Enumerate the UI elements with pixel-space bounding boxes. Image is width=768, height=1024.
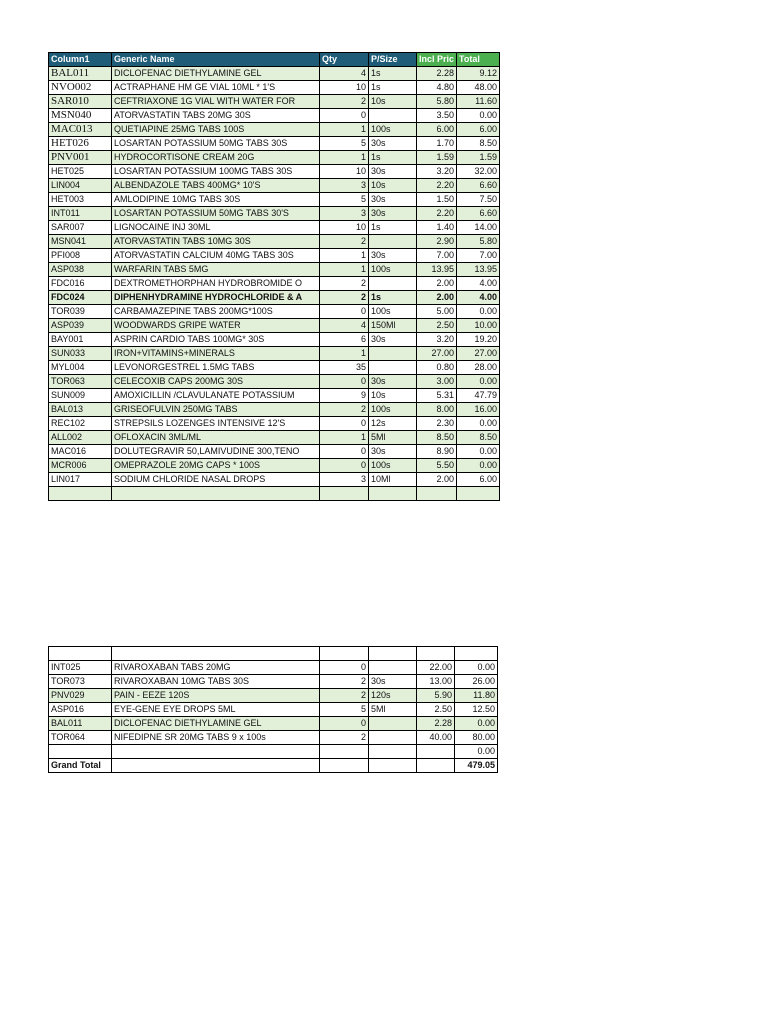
cell-generic-name: ATORVASTATIN TABS 10MG 30S xyxy=(112,235,320,249)
cell-generic-name: DOLUTEGRAVIR 50,LAMIVUDINE 300,TENO xyxy=(112,445,320,459)
cell-total: 10.00 xyxy=(457,319,500,333)
table-row xyxy=(49,109,500,123)
cell-incl-price xyxy=(417,744,455,758)
cell-pack-size xyxy=(369,109,417,123)
cell-pack-size: 30s xyxy=(369,333,417,347)
col-header-generic-name: Generic Name xyxy=(112,53,320,67)
table-row xyxy=(49,647,498,661)
cell-code: PFI008 xyxy=(49,249,112,263)
cell-total: 6.60 xyxy=(457,179,500,193)
cell-generic-name: OMEPRAZOLE 20MG CAPS * 100S xyxy=(112,459,320,473)
cell-qty xyxy=(320,758,369,772)
cell-qty: 2 xyxy=(320,403,369,417)
cell-incl-price: 3.20 xyxy=(417,165,457,179)
cell-total: 7.50 xyxy=(457,193,500,207)
cell-code: SUN033 xyxy=(49,347,112,361)
cell-pack-size: 100s xyxy=(369,403,417,417)
table-row xyxy=(49,123,500,137)
cell-incl-price: 5.00 xyxy=(417,305,457,319)
cell-total: 32.00 xyxy=(457,165,500,179)
cell-pack-size: 30s xyxy=(369,445,417,459)
cell-incl-price: 27.00 xyxy=(417,347,457,361)
cell-pack-size: 10s xyxy=(369,95,417,109)
cell-total: 5.80 xyxy=(457,235,500,249)
cell-generic-name: DICLOFENAC DIETHYLAMINE GEL xyxy=(112,67,320,81)
cell-incl-price: 3.20 xyxy=(417,333,457,347)
cell-qty: 2 xyxy=(320,277,369,291)
cell-qty: 10 xyxy=(320,165,369,179)
cell-total: 4.00 xyxy=(457,291,500,305)
cell-generic-name: OFLOXACIN 3ML/ML xyxy=(112,431,320,445)
cell-code: BAL013 xyxy=(49,403,112,417)
medication-table xyxy=(48,52,500,501)
cell-total: 27.00 xyxy=(457,347,500,361)
cell-qty: 4 xyxy=(320,67,369,81)
table-row xyxy=(49,459,500,473)
cell-pack-size: 1s xyxy=(369,67,417,81)
cell-total: 8.50 xyxy=(457,431,500,445)
cell-total: 11.80 xyxy=(455,688,498,702)
table-row xyxy=(49,221,500,235)
table-row xyxy=(49,473,500,487)
cell-pack-size: 5Ml xyxy=(369,431,417,445)
col-header-pack-size: P/Size xyxy=(369,53,417,67)
cell-generic-name xyxy=(112,487,320,501)
cell-qty: 9 xyxy=(320,389,369,403)
cell-total: 0.00 xyxy=(457,417,500,431)
cell-total: 9.12 xyxy=(457,67,500,81)
cell-total: 0.00 xyxy=(457,109,500,123)
cell-qty: 0 xyxy=(320,109,369,123)
cell-total: 479.05 xyxy=(455,758,498,772)
cell-qty: 0 xyxy=(320,660,369,674)
cell-pack-size: 10Ml xyxy=(369,473,417,487)
cell-total: 13.95 xyxy=(457,263,500,277)
cell-incl-price: 2.00 xyxy=(417,291,457,305)
cell-pack-size: 30s xyxy=(369,207,417,221)
cell-incl-price: 3.00 xyxy=(417,375,457,389)
cell-generic-name: ASPRIN CARDIO TABS 100MG* 30S xyxy=(112,333,320,347)
cell-qty: 1 xyxy=(320,151,369,165)
cell-generic-name: AMOXICILLIN /CLAVULANATE POTASSIUM xyxy=(112,389,320,403)
cell-qty: 2 xyxy=(320,291,369,305)
cell-qty: 2 xyxy=(320,730,369,744)
cell-qty: 0 xyxy=(320,375,369,389)
cell-total: 0.00 xyxy=(457,445,500,459)
cell-generic-name: CEFTRIAXONE 1G VIAL WITH WATER FOR xyxy=(112,95,320,109)
cell-qty: 0 xyxy=(320,716,369,730)
cell-incl-price: 40.00 xyxy=(417,730,455,744)
cell-code: ASP039 xyxy=(49,319,112,333)
cell-pack-size: 1s xyxy=(369,291,417,305)
cell-generic-name: IRON+VITAMINS+MINERALS xyxy=(112,347,320,361)
table-row xyxy=(49,730,498,744)
cell-incl-price: 2.28 xyxy=(417,67,457,81)
cell-incl-price: 2.50 xyxy=(417,319,457,333)
cell-code xyxy=(49,647,112,661)
cell-pack-size xyxy=(369,647,417,661)
table-row xyxy=(49,688,498,702)
table-row xyxy=(49,193,500,207)
table-row xyxy=(49,403,500,417)
cell-incl-price: 5.80 xyxy=(417,95,457,109)
cell-code: FDC024 xyxy=(49,291,112,305)
cell-total: 0.00 xyxy=(455,744,498,758)
cell-incl-price: 6.00 xyxy=(417,123,457,137)
cell-generic-name: WARFARIN TABS 5MG xyxy=(112,263,320,277)
col-header-qty: Qty xyxy=(320,53,369,67)
cell-pack-size: 30s xyxy=(369,193,417,207)
cell-generic-name: RIVAROXABAN 10MG TABS 30S xyxy=(112,674,320,688)
cell-generic-name: PAIN - EEZE 120S xyxy=(112,688,320,702)
cell-total: 28.00 xyxy=(457,361,500,375)
cell-qty xyxy=(320,744,369,758)
table-row xyxy=(49,702,498,716)
cell-total: 4.00 xyxy=(457,277,500,291)
cell-code: HET003 xyxy=(49,193,112,207)
cell-incl-price: 1.70 xyxy=(417,137,457,151)
cell-code: BAL011 xyxy=(49,716,112,730)
table-row xyxy=(49,263,500,277)
cell-qty: 5 xyxy=(320,193,369,207)
cell-code: PNV029 xyxy=(49,688,112,702)
cell-total: 0.00 xyxy=(457,375,500,389)
cell-total: 19.20 xyxy=(457,333,500,347)
cell-incl-price: 2.00 xyxy=(417,277,457,291)
cell-generic-name: DICLOFENAC DIETHYLAMINE GEL xyxy=(112,716,320,730)
cell-generic-name: ATORVASTATIN CALCIUM 40MG TABS 30S xyxy=(112,249,320,263)
cell-incl-price: 5.31 xyxy=(417,389,457,403)
table-row xyxy=(49,151,500,165)
cell-code: MSN040 xyxy=(49,109,112,123)
cell-incl-price: 8.90 xyxy=(417,445,457,459)
cell-total: 6.60 xyxy=(457,207,500,221)
table-row xyxy=(49,81,500,95)
cell-code: ASP016 xyxy=(49,702,112,716)
cell-generic-name: STREPSILS LOZENGES INTENSIVE 12'S xyxy=(112,417,320,431)
cell-qty: 2 xyxy=(320,235,369,249)
table-row xyxy=(49,716,498,730)
cell-pack-size: 30s xyxy=(369,375,417,389)
cell-code: TOR039 xyxy=(49,305,112,319)
table-row xyxy=(49,487,500,501)
cell-generic-name: DEXTROMETHORPHAN HYDROBROMIDE O xyxy=(112,277,320,291)
table-row xyxy=(49,417,500,431)
cell-generic-name: LOSARTAN POTASSIUM 100MG TABS 30S xyxy=(112,165,320,179)
cell-code: MSN041 xyxy=(49,235,112,249)
cell-generic-name: HYDROCORTISONE CREAM 20G xyxy=(112,151,320,165)
cell-qty: 0 xyxy=(320,417,369,431)
cell-code: MYL004 xyxy=(49,361,112,375)
cell-incl-price: 1.40 xyxy=(417,221,457,235)
cell-qty xyxy=(320,647,369,661)
cell-qty: 0 xyxy=(320,459,369,473)
cell-pack-size: 100s xyxy=(369,459,417,473)
cell-pack-size: 100s xyxy=(369,305,417,319)
cell-total: 6.00 xyxy=(457,473,500,487)
cell-generic-name xyxy=(112,758,320,772)
cell-total: 7.00 xyxy=(457,249,500,263)
table-row xyxy=(49,361,500,375)
cell-total: 48.00 xyxy=(457,81,500,95)
cell-pack-size: 100s xyxy=(369,123,417,137)
cell-incl-price: 0.80 xyxy=(417,361,457,375)
cell-code: PNV001 xyxy=(49,151,112,165)
cell-total: 8.50 xyxy=(457,137,500,151)
cell-pack-size: 1s xyxy=(369,221,417,235)
cell-qty: 1 xyxy=(320,263,369,277)
cell-pack-size: 1s xyxy=(369,151,417,165)
cell-incl-price: 1.50 xyxy=(417,193,457,207)
cell-incl-price: 7.00 xyxy=(417,249,457,263)
table-row xyxy=(49,291,500,305)
cell-incl-price: 2.50 xyxy=(417,702,455,716)
table-row xyxy=(49,319,500,333)
cell-incl-price: 2.00 xyxy=(417,473,457,487)
table-row xyxy=(49,165,500,179)
cell-total: 0.00 xyxy=(457,305,500,319)
cell-pack-size: 10s xyxy=(369,179,417,193)
table-row xyxy=(49,674,498,688)
cell-incl-price: 5.50 xyxy=(417,459,457,473)
cell-qty: 3 xyxy=(320,179,369,193)
cell-pack-size: 150Ml xyxy=(369,319,417,333)
cell-qty: 0 xyxy=(320,445,369,459)
cell-total: 1.59 xyxy=(457,151,500,165)
cell-generic-name: WOODWARDS GRIPE WATER xyxy=(112,319,320,333)
table-row xyxy=(49,67,500,81)
cell-pack-size: 120s xyxy=(369,688,417,702)
cell-qty: 35 xyxy=(320,361,369,375)
cell-qty: 4 xyxy=(320,319,369,333)
cell-incl-price: 1.59 xyxy=(417,151,457,165)
cell-pack-size xyxy=(369,758,417,772)
cell-incl-price: 8.00 xyxy=(417,403,457,417)
cell-pack-size xyxy=(369,277,417,291)
cell-pack-size: 12s xyxy=(369,417,417,431)
table-row xyxy=(49,333,500,347)
cell-pack-size: 5Ml xyxy=(369,702,417,716)
cell-pack-size: 100s xyxy=(369,263,417,277)
table-row xyxy=(49,277,500,291)
cell-code: MCR006 xyxy=(49,459,112,473)
cell-incl-price: 2.30 xyxy=(417,417,457,431)
cell-code: MAC016 xyxy=(49,445,112,459)
cell-total: 0.00 xyxy=(455,660,498,674)
table-row xyxy=(49,95,500,109)
cell-code: TOR063 xyxy=(49,375,112,389)
cell-total xyxy=(457,487,500,501)
col-header-incl-price: Incl Pric xyxy=(417,53,457,67)
cell-generic-name: ATORVASTATIN TABS 20MG 30S xyxy=(112,109,320,123)
cell-code: BAL011 xyxy=(49,67,112,81)
cell-incl-price: 2.90 xyxy=(417,235,457,249)
cell-generic-name: GRISEOFULVIN 250MG TABS xyxy=(112,403,320,417)
grand-total-row xyxy=(49,758,498,772)
cell-generic-name: CELECOXIB CAPS 200MG 30S xyxy=(112,375,320,389)
cell-qty: 0 xyxy=(320,305,369,319)
table-row xyxy=(49,375,500,389)
cell-code xyxy=(49,487,112,501)
cell-code: MAC013 xyxy=(49,123,112,137)
cell-generic-name xyxy=(112,647,320,661)
table-row xyxy=(49,347,500,361)
cell-pack-size xyxy=(369,716,417,730)
cell-incl-price: 2.28 xyxy=(417,716,455,730)
cell-pack-size xyxy=(369,744,417,758)
cell-code: LIN017 xyxy=(49,473,112,487)
cell-incl-price: 2.20 xyxy=(417,207,457,221)
cell-incl-price: 3.50 xyxy=(417,109,457,123)
cell-pack-size xyxy=(369,487,417,501)
cell-generic-name: ALBENDAZOLE TABS 400MG* 10'S xyxy=(112,179,320,193)
cell-code: FDC016 xyxy=(49,277,112,291)
cell-generic-name: LOSARTAN POTASSIUM 50MG TABS 30S xyxy=(112,137,320,151)
cell-generic-name: LOSARTAN POTASSIUM 50MG TABS 30'S xyxy=(112,207,320,221)
cell-qty: 6 xyxy=(320,333,369,347)
cell-code: Grand Total xyxy=(49,758,112,772)
cell-code: ALL002 xyxy=(49,431,112,445)
cell-code: HET026 xyxy=(49,137,112,151)
cell-total: 80.00 xyxy=(455,730,498,744)
table-row xyxy=(49,660,498,674)
cell-generic-name: QUETIAPINE 25MG TABS 100S xyxy=(112,123,320,137)
table-row xyxy=(49,179,500,193)
cell-code: SAR010 xyxy=(49,95,112,109)
table-row xyxy=(49,431,500,445)
cell-incl-price xyxy=(417,758,455,772)
cell-generic-name: NIFEDIPNE SR 20MG TABS 9 x 100s xyxy=(112,730,320,744)
cell-pack-size xyxy=(369,660,417,674)
cell-generic-name: AMLODIPINE 10MG TABS 30S xyxy=(112,193,320,207)
header-row xyxy=(49,53,500,67)
col-header-code: Column1 xyxy=(49,53,112,67)
cell-code: INT011 xyxy=(49,207,112,221)
cell-incl-price: 13.00 xyxy=(417,674,455,688)
cell-pack-size xyxy=(369,730,417,744)
medication-table-continued xyxy=(48,646,498,773)
cell-pack-size: 1s xyxy=(369,81,417,95)
cell-generic-name xyxy=(112,744,320,758)
table-row xyxy=(49,305,500,319)
cell-code: NVO002 xyxy=(49,81,112,95)
cell-generic-name: CARBAMAZEPINE TABS 200MG*100S xyxy=(112,305,320,319)
cell-code: SUN009 xyxy=(49,389,112,403)
cell-pack-size xyxy=(369,361,417,375)
cell-incl-price: 5.90 xyxy=(417,688,455,702)
cell-code: SAR007 xyxy=(49,221,112,235)
cell-qty: 2 xyxy=(320,95,369,109)
cell-pack-size: 30s xyxy=(369,165,417,179)
cell-code: INT025 xyxy=(49,660,112,674)
table-row xyxy=(49,744,498,758)
table-row xyxy=(49,137,500,151)
cell-code: TOR064 xyxy=(49,730,112,744)
cell-generic-name: DIPHENHYDRAMINE HYDROCHLORIDE & A xyxy=(112,291,320,305)
cell-total: 47.79 xyxy=(457,389,500,403)
cell-incl-price: 2.20 xyxy=(417,179,457,193)
cell-generic-name: RIVAROXABAN TABS 20MG xyxy=(112,660,320,674)
cell-code xyxy=(49,744,112,758)
cell-total: 6.00 xyxy=(457,123,500,137)
cell-total: 11.60 xyxy=(457,95,500,109)
cell-total: 0.00 xyxy=(457,459,500,473)
cell-total: 0.00 xyxy=(455,716,498,730)
cell-code: BAY001 xyxy=(49,333,112,347)
cell-qty: 1 xyxy=(320,249,369,263)
cell-total: 16.00 xyxy=(457,403,500,417)
cell-generic-name: ACTRAPHANE HM GE VIAL 10ML * 1'S xyxy=(112,81,320,95)
col-header-total: Total xyxy=(457,53,500,67)
cell-incl-price xyxy=(417,487,457,501)
cell-pack-size: 10s xyxy=(369,389,417,403)
table-row xyxy=(49,389,500,403)
cell-total: 12.50 xyxy=(455,702,498,716)
table-row xyxy=(49,207,500,221)
cell-incl-price: 4.80 xyxy=(417,81,457,95)
cell-incl-price xyxy=(417,647,455,661)
cell-code: ASP038 xyxy=(49,263,112,277)
cell-generic-name: SODIUM CHLORIDE NASAL DROPS xyxy=(112,473,320,487)
cell-qty: 10 xyxy=(320,81,369,95)
cell-qty: 3 xyxy=(320,473,369,487)
cell-code: REC102 xyxy=(49,417,112,431)
cell-total: 14.00 xyxy=(457,221,500,235)
table-row xyxy=(49,235,500,249)
cell-incl-price: 22.00 xyxy=(417,660,455,674)
cell-generic-name: EYE-GENE EYE DROPS 5ML xyxy=(112,702,320,716)
cell-qty: 1 xyxy=(320,123,369,137)
table-row xyxy=(49,445,500,459)
cell-qty: 2 xyxy=(320,688,369,702)
cell-qty: 5 xyxy=(320,702,369,716)
cell-incl-price: 8.50 xyxy=(417,431,457,445)
cell-total xyxy=(455,647,498,661)
cell-qty: 1 xyxy=(320,431,369,445)
cell-generic-name: LIGNOCAINE INJ 30ML xyxy=(112,221,320,235)
cell-qty: 1 xyxy=(320,347,369,361)
cell-pack-size xyxy=(369,235,417,249)
cell-pack-size: 30s xyxy=(369,137,417,151)
cell-incl-price: 13.95 xyxy=(417,263,457,277)
cell-qty: 2 xyxy=(320,674,369,688)
cell-qty: 5 xyxy=(320,137,369,151)
cell-pack-size: 30s xyxy=(369,674,417,688)
cell-qty: 10 xyxy=(320,221,369,235)
cell-code: HET025 xyxy=(49,165,112,179)
cell-qty xyxy=(320,487,369,501)
cell-generic-name: LEVONORGESTREL 1.5MG TABS xyxy=(112,361,320,375)
cell-code: TOR073 xyxy=(49,674,112,688)
cell-code: LIN004 xyxy=(49,179,112,193)
cell-pack-size: 30s xyxy=(369,249,417,263)
table-row xyxy=(49,249,500,263)
cell-qty: 3 xyxy=(320,207,369,221)
cell-total: 26.00 xyxy=(455,674,498,688)
cell-pack-size xyxy=(369,347,417,361)
